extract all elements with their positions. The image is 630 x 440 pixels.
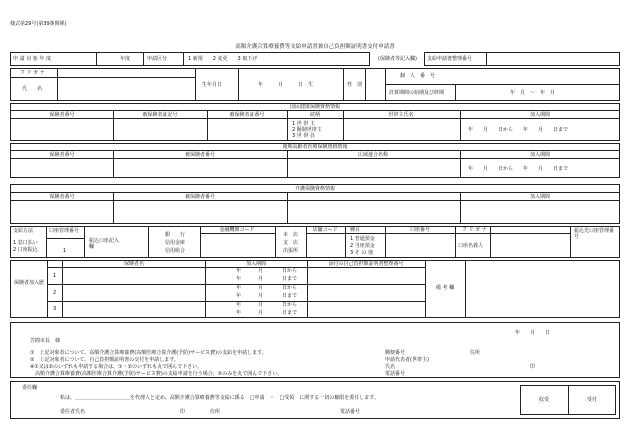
history-col-cert: 添付の自己負担額証明書整理番号 [328, 261, 404, 267]
delegator-address-label: 住所 [210, 409, 221, 415]
payment-option-transfer[interactable]: 2 口座振込 [13, 247, 38, 253]
calc-period-label: 計算期間の始期及び終期 [389, 90, 445, 96]
insurer-entry-label: (保険者等記入欄) [378, 56, 417, 62]
r1-from-year: 年 [236, 268, 242, 274]
applicant-tel-label: 電話番号 [385, 371, 406, 377]
history-side-label: 保険者加入歴 [14, 280, 45, 286]
account-kind-label: 種目 [350, 227, 361, 233]
declaration-line-4: 高額介護合算療養費(高額医療合算介護(予防)サービス費)の支給申請を行う場合、②のみを丸で囲んで下さい。 [30, 371, 283, 377]
r2-from: 日から [282, 285, 298, 291]
nhi-col-relation: 続柄 [309, 112, 321, 118]
insurer-history-block [10, 260, 620, 318]
account-number-label: 口座番号 [409, 227, 431, 233]
form-id: 様式第29号(第39条関係) [10, 21, 67, 27]
delegator-seal: 印 [180, 409, 186, 415]
r1-to-month: 月 [258, 276, 264, 282]
kind-futsu[interactable]: 1 普通預金 [350, 236, 375, 242]
history-col-name: 保険者名 [123, 261, 145, 267]
r1-from-month: 月 [258, 268, 264, 274]
branch-shucchosho: 出張所 [283, 248, 299, 254]
r1-to: 日まで [282, 276, 298, 282]
name-label: 氏 名 [22, 86, 43, 92]
account-holder-label: 口座名義人 [458, 243, 484, 249]
history-row-3: 3 [53, 306, 57, 312]
stamp-received: 収受 [538, 397, 550, 403]
elderly-col-period: 加入期間 [529, 152, 551, 158]
care-col-insurer: 保険者番号 [49, 194, 75, 200]
birth-label: 生年月日 [202, 82, 223, 88]
branch-shiten: 支 店 [283, 240, 299, 246]
r3-to: 日まで [282, 310, 298, 316]
nhi-rel-3: 3 世 帯 員 [292, 133, 315, 139]
nhi-col-symbol: 被保険者証記号 [142, 112, 178, 118]
r1-to-year: 年 [236, 276, 242, 282]
elderly-heading: 後期高齢者医療保険資格情報 [282, 144, 348, 150]
nhi-heading: 国民健康保険資格情報 [289, 104, 341, 110]
declaration-line-2: ② 上記対象者について、自己負担額証明書の交付を申請します。 [30, 357, 179, 363]
stamp-accepted: 受付 [586, 397, 598, 403]
r2-from-year: 年 [236, 285, 242, 291]
elderly-col-insurer: 保険者番号 [49, 152, 75, 158]
account-mgmt-label: 口座管理番号 [49, 228, 80, 234]
nendo-label: 年度 [120, 56, 131, 62]
history-row-2: 2 [53, 290, 57, 296]
bank-type-shinkin: 信用金庫 [165, 240, 186, 246]
applicant-label: 申請代表者(世帯主) [385, 357, 429, 363]
r2-to: 日まで [282, 293, 298, 299]
r3-to-month: 月 [258, 310, 264, 316]
store-code-label: 店舗コード [312, 227, 338, 233]
kind-toza[interactable]: 2 当座預金 [350, 243, 375, 249]
bank-type-bank: 銀 行 [165, 232, 186, 238]
transfer-entry-label: 振込口座記入欄 [89, 238, 120, 250]
addressee: 笠間市長 様 [30, 338, 61, 344]
app-category-options[interactable]: 1 新規 2 変更 3 取下げ [188, 56, 258, 62]
delegator-tel-label: 電話番号 [340, 409, 361, 415]
delegation-text: 私は、＿＿＿＿＿＿＿＿＿＿＿を代理人と定め、高額介護合算療養費等支給に係る □申請 ・ □受領 に関する一切の権限を委任します。 [60, 395, 379, 401]
declaration-line-1: ① 上記対象者について、高額介護合算療養費(高額医療合算介護(予防)サービス費)の支給を申請します。 [30, 350, 267, 356]
r2-to-year: 年 [236, 293, 242, 299]
sex-label: 性 別 [347, 82, 363, 88]
elderly-col-union: 広域連合名称 [357, 152, 389, 158]
bank-type-kumiai: 信用組合 [165, 248, 186, 254]
nhi-rel-2: 2 擬制世帯主 [292, 127, 322, 133]
care-heading: 介護保険資格情報 [294, 186, 336, 192]
elderly-period-value: 年 月 日から 年 月 日まで [468, 166, 569, 172]
address-label: 住所 [470, 350, 481, 356]
history-col-period: 加入期間 [245, 261, 267, 267]
kind-other[interactable]: 3 そ の 他 [350, 250, 373, 256]
zip-label: 郵便番号 [385, 350, 406, 356]
delegation-heading: 委任欄 [22, 385, 38, 391]
r3-to-year: 年 [236, 310, 242, 316]
applicant-seal: 印 [530, 364, 536, 370]
nhi-rel-1: 1 世 帯 主 [292, 121, 315, 127]
payment-method-label: 支給方法 [13, 228, 34, 234]
payment-option-counter[interactable]: 1 窓口払い [13, 240, 38, 246]
remarks-label: 備 考 欄 [435, 285, 455, 291]
bank-code-label: 金融機関コード [219, 227, 255, 233]
nhi-period-value: 年 月 日から 年 月 日まで [468, 127, 569, 133]
care-col-period: 加入期間 [529, 194, 551, 200]
elderly-col-number: 被保険者番号 [184, 152, 216, 158]
branch-num-label: 支給申請書整理番号 [427, 56, 473, 62]
application-date: 年 月 日 [515, 330, 551, 336]
nhi-col-householder: 世帯主氏名 [388, 112, 414, 118]
calc-period-value: 年 月 ～ 年 月 [510, 90, 556, 96]
birth-value: 年 月 日 生 [258, 82, 314, 88]
r3-from: 日から [282, 302, 298, 308]
branch-honten: 本 店 [283, 232, 299, 238]
furigana-label: フ リ ガ ナ [20, 70, 45, 76]
transfer-mgmt-label: 振込先口座管理番号 [574, 228, 615, 240]
r1-from: 日から [282, 268, 298, 274]
r3-from-year: 年 [236, 302, 242, 308]
r2-to-month: 月 [258, 293, 264, 299]
holder-furigana-label: フ リ ガ ナ [462, 227, 487, 233]
page-title: 高額介護合算療養費等支給申請書兼自己負担額証明書交付申請書 [235, 44, 395, 50]
nhi-col-number: 被保険者証番号 [229, 112, 265, 118]
app-category-label: 申請区分 [147, 56, 168, 62]
r2-from-month: 月 [258, 285, 264, 291]
delegator-name-label: 委任者氏名 [60, 409, 86, 415]
fiscal-year-label: 申 請 対 象 年 度 [13, 56, 51, 62]
applicant-name-label: 氏名 [385, 364, 396, 370]
personal-number-label: 個 人 番 号 [400, 73, 436, 79]
nhi-col-period: 加入期間 [529, 112, 551, 118]
care-col-number: 被保険者番号 [184, 194, 216, 200]
history-row-1: 1 [53, 273, 57, 279]
declaration-line-3: ※①又は②のいずれも申請する場合は、①・②のいずれも丸で囲んで下さい。 [30, 364, 203, 370]
r3-from-month: 月 [258, 302, 264, 308]
nhi-col-insurer: 保険者番号 [49, 112, 75, 118]
